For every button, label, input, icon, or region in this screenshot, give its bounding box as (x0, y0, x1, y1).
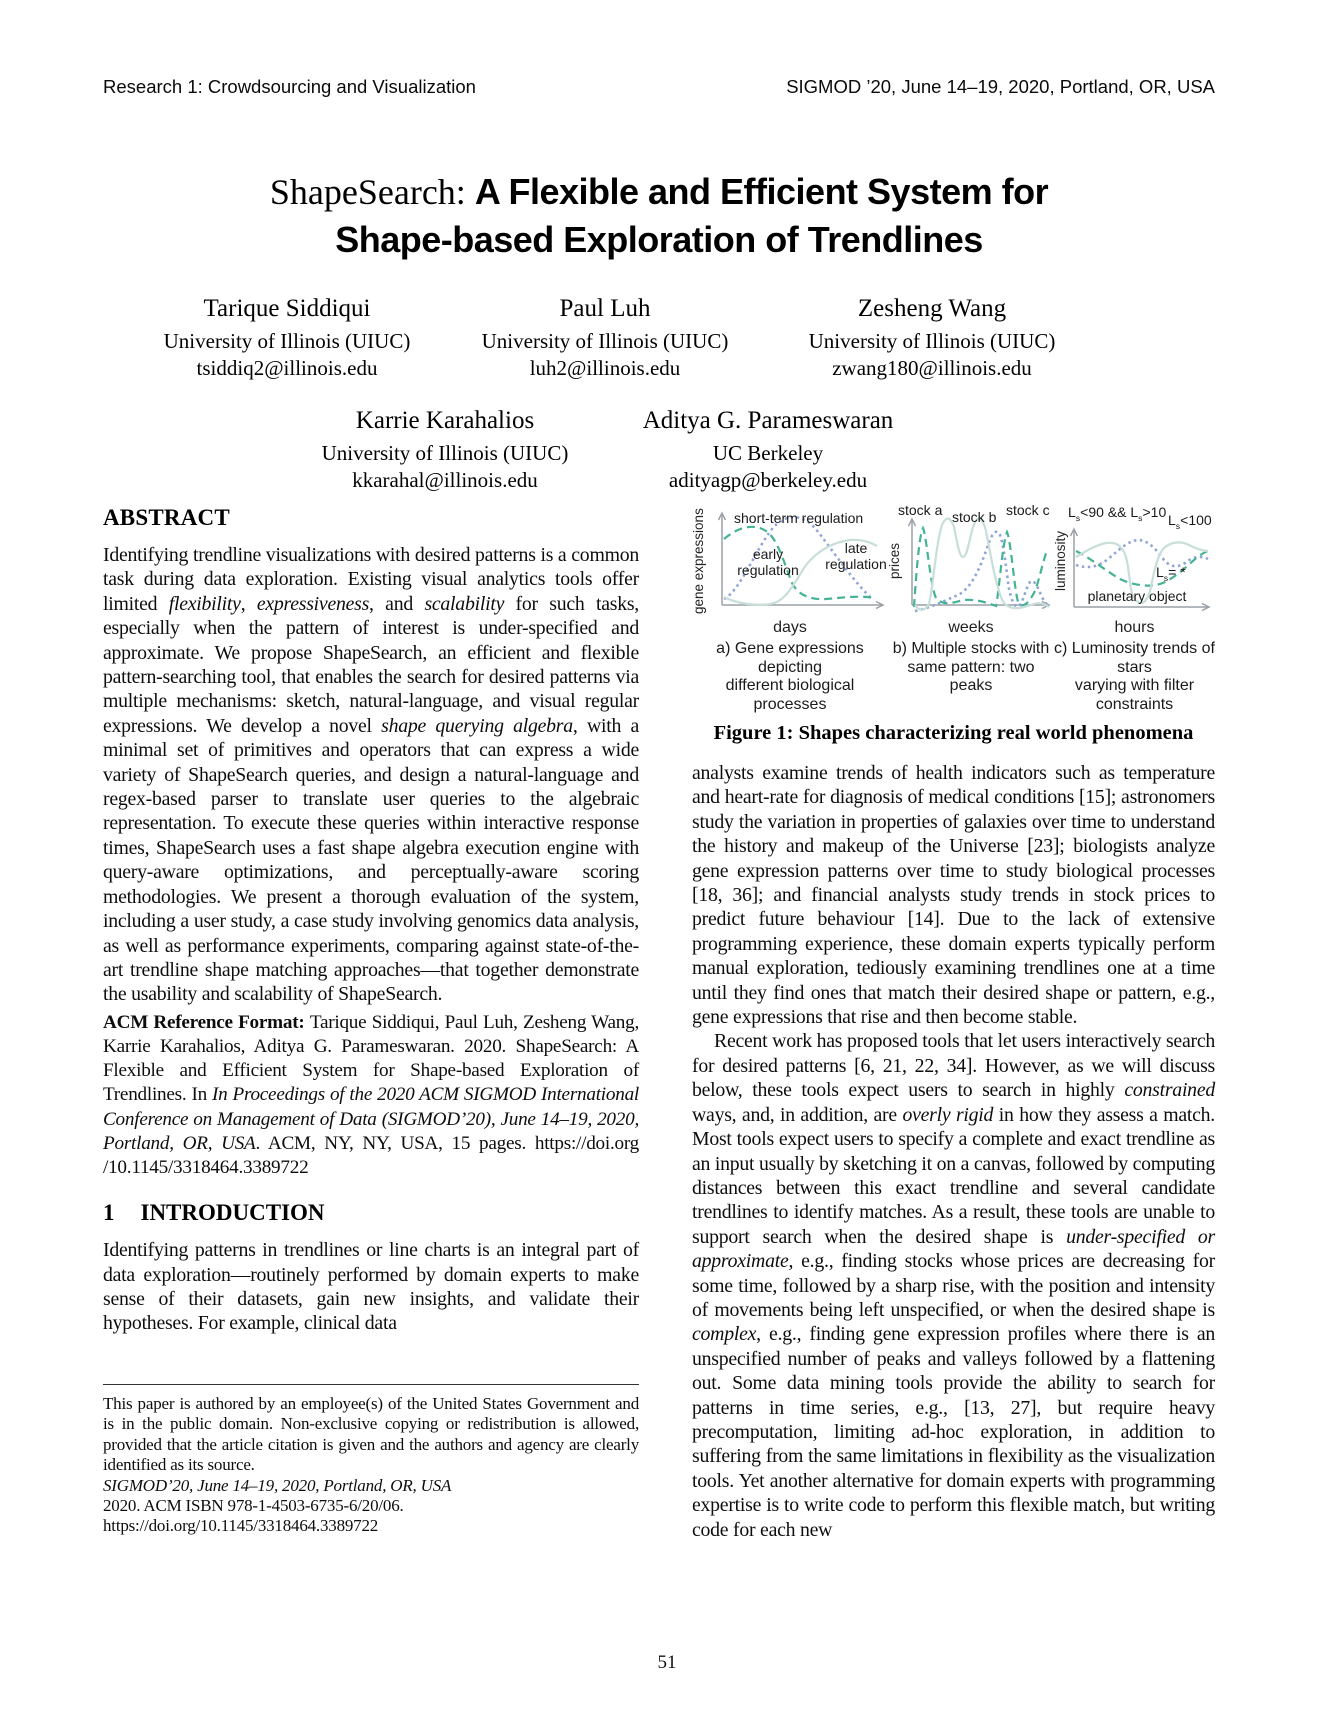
figure-chart-luminosity (1054, 505, 1215, 714)
chart-a-label-early-regulation: early regulation (737, 546, 799, 578)
chart-b-caption-line1: b) Multiple stocks with (892, 640, 1050, 657)
header-session-title: Research 1: Crowdsourcing and Visualization (103, 76, 476, 97)
footnote-isbn: 2020. ACM ISBN 978-1-4503-6735-6/20/06. (103, 1496, 404, 1516)
section-1-heading (103, 1200, 639, 1226)
author-block (265, 407, 625, 494)
chart-c-label-planetary-object: planetary object (1087, 588, 1187, 604)
figure-1-caption: Figure 1: Shapes characterizing real world phenomena (713, 722, 1194, 744)
author-affiliation: University of Illinois (UIUC) (321, 441, 569, 465)
chart-c-label-filter-ls-star: $L_s=$ * (1156, 564, 1186, 583)
header-venue: SIGMOD ’20, June 14–19, 2020, Portland, OR, USA (786, 76, 1215, 97)
author-block (588, 407, 948, 494)
paper-title-line2: Shape-based Exploration of Trendlines (335, 219, 983, 260)
paper-title-line1 (103, 168, 1215, 216)
figure-chart-gene-expressions (692, 505, 888, 714)
author-name: Tarique Siddiqui (203, 295, 371, 322)
author-affiliation: University of Illinois (UIUC) (481, 329, 729, 353)
abstract-heading: ABSTRACT (103, 505, 230, 530)
body-paragraph: Recent work has proposed tools that let users interactively search for desired patterns [6, 21, 22, 34]. However, as we will discuss below, these tools expect users to search in highly constrained ways, and, in addition, are overly rigid in how they assess a match. Most tools expect users to specify a complete and exact trendline as an input usually by sketching it on a canvas, followed by computing distances between this exact trendline and several candidate trendlines to identify matches. As a result, these tools are unable to support search when the desired shape is under-specified or approximate, e.g., finding stocks whose prices are decreasing for some time, followed by a sharp rise, with the position and intensity of movements being left unspecified, or when the desired shape is complex, e.g., finding gene expression profiles where there is an unspecified number of peaks and valleys followed by a flattening out. Some data mining tools provide the ability to search for patterns in time series, e.g., [13, 27], but require heavy precomputation, limiting ad-hoc exploration, in addition to suffering from the same limitations in flexibility as the visualization tools. Yet another alternative for domain experts with programming expertise is to write code to perform this flexible match, but writing code for each new (692, 1030, 1215, 1541)
chart-c-label-filter-ls100: $L_s<100$ (1168, 512, 1212, 531)
paper-title (103, 168, 1215, 263)
author-block (107, 295, 467, 382)
chart-b-y-axis-label: prices (887, 543, 902, 580)
author-name: Karrie Karahalios (355, 407, 535, 434)
author-name: Zesheng Wang (857, 295, 1007, 322)
chart-b-label-stock-b: stock b (952, 509, 997, 525)
chart-b-x-axis-label: weeks (948, 619, 994, 636)
chart-c-caption-line1: c) Luminosity trends of stars (1054, 640, 1215, 676)
chart-a-label-short-term-regulation: short-term regulation (734, 510, 864, 526)
chart-a-x-axis-label: days (773, 619, 807, 636)
author-email: kkarahal@illinois.edu (352, 468, 538, 492)
body-paragraph: analysts examine trends of health indicators such as temperature and heart-rate for diagnosis of medical conditions [15]; astronomers study the variation in properties of galaxies over time to understand the history and makeup of the Universe [23]; biologists analyze gene expression patterns over time to study biological processes [18, 36]; and financial analysts study trends in stock prices to predict future behaviour [14]. Due to the lack of extensive programming experience, these domain experts typically perform manual exploration, tediously examining trendlines one at a time until they find ones that match their desired shape or pattern, e.g., gene expressions that rise and then become stable. (692, 762, 1215, 1029)
running-header (103, 76, 1215, 98)
chart-c-caption-line2: varying with filter constraints (1074, 677, 1195, 713)
abstract-paragraph: Identifying trendline visualizations with desired patterns is a common task during data exploration. Existing visual analytics tools offer limited flexibility, expressiveness, and scalability for such tasks, especially when the pattern of interest is under-specified and approximate. We propose ShapeSearch, an efficient and flexible pattern-searching tool, that enables the search for desired patterns via multiple mechanisms: sketch, natural-language, and visual regular expressions. We develop a novel shape querying algebra, with a minimal set of primitives and operators that can express a wide variety of ShapeSearch queries, and design a natural-language and regex-based parser to translate user queries to the algebraic representation. To execute these queries within interactive response times, ShapeSearch uses a fast shape algebra execution engine with query-aware optimizations, and perceptually-aware scoring methodologies. We present a thorough evaluation of the system, including a user study, a case study involving genomics data analysis, as well as performance experiments, comparing against state-of-the-art trendline shape matching approaches—that together demonstrate the usability and scalability of ShapeSearch. (103, 544, 640, 1006)
footnote-doi: https://doi.org/10.1145/3318464.3389722 (103, 1516, 379, 1536)
author-email: adityagp@berkeley.edu (668, 468, 868, 492)
author-block (425, 295, 785, 382)
chart-c-x-axis-label: hours (1114, 619, 1155, 636)
figure-chart-stocks (887, 502, 1054, 714)
author-affiliation: UC Berkeley (712, 441, 824, 465)
chart-a-label-late-regulation: late regulation (825, 540, 887, 572)
intro-paragraph: Identifying patterns in trendlines or line charts is an integral part of data exploration—routinely performed by domain experts to make sense of their datasets, gain new insights, and validate their hypotheses. For example, clinical data (103, 1239, 639, 1335)
paper-title-line1-rest: A Flexible and Efficient System for (474, 171, 1049, 212)
paper-title-prefix: ShapeSearch: (269, 172, 475, 212)
page-number: 51 (657, 1652, 677, 1673)
author-name: Paul Luh (559, 295, 651, 322)
author-affiliation: University of Illinois (UIUC) (163, 329, 411, 353)
author-email: zwang180@illinois.edu (832, 356, 1032, 380)
figure-1 (691, 502, 1215, 714)
author-email: luh2@illinois.edu (529, 356, 681, 380)
author-block (752, 295, 1112, 382)
footnote-venue: SIGMOD’20, June 14–19, 2020, Portland, OR, USA (103, 1475, 452, 1495)
footnote-body: This paper is authored by an employee(s) of the United States Government and is in the public domain. Non-exclusive copying or redistribution is allowed, provided that the article citation is given and the authors and agency are clearly identified as its source. (103, 1394, 639, 1475)
author-email: tsiddiq2@illinois.edu (196, 356, 378, 380)
chart-b-label-stock-a: stock a (898, 502, 943, 518)
left-column (103, 505, 639, 1336)
author-name: Aditya G. Parameswaran (642, 407, 894, 434)
acm-reference-format: ACM Reference Format: Tarique Siddiqui, Paul Luh, Zesheng Wang, Karrie Karahalios, Aditya G. Parameswaran. 2020. ShapeSearch: A Flexible and Efficient System for Shape-based Exploration of Trendlines. In In Proceedings of the 2020 ACM SIGMOD International Conference on Management of Data (SIGMOD’20), June 14–19, 2020, Portland, OR, USA. ACM, NY, NY, USA, 15 pages. https://doi.org /10.1145/3318464.3389722 (103, 1011, 640, 1178)
author-affiliation: University of Illinois (UIUC) (808, 329, 1056, 353)
copyright-footnote (103, 1384, 639, 1537)
chart-c-y-axis-label: luminosity (1053, 530, 1068, 592)
chart-b-caption-line2: same pattern: two peaks (907, 658, 1035, 694)
chart-b-label-stock-c: stock c (1006, 502, 1050, 518)
chart-c-label-filter-ls90-ls10: $L_s<90$ && $L_s>10$ (1068, 504, 1167, 523)
footnote-rule (103, 1384, 639, 1385)
section-title: INTRODUCTION (140, 1200, 325, 1226)
chart-a-caption-line2: different biological processes (725, 677, 855, 713)
section-number: 1 (103, 1200, 115, 1226)
right-column (691, 502, 1215, 1542)
chart-a-caption-line1: a) Gene expressions depicting (716, 640, 864, 676)
chart-a-y-axis-label: gene expressions (691, 508, 706, 614)
